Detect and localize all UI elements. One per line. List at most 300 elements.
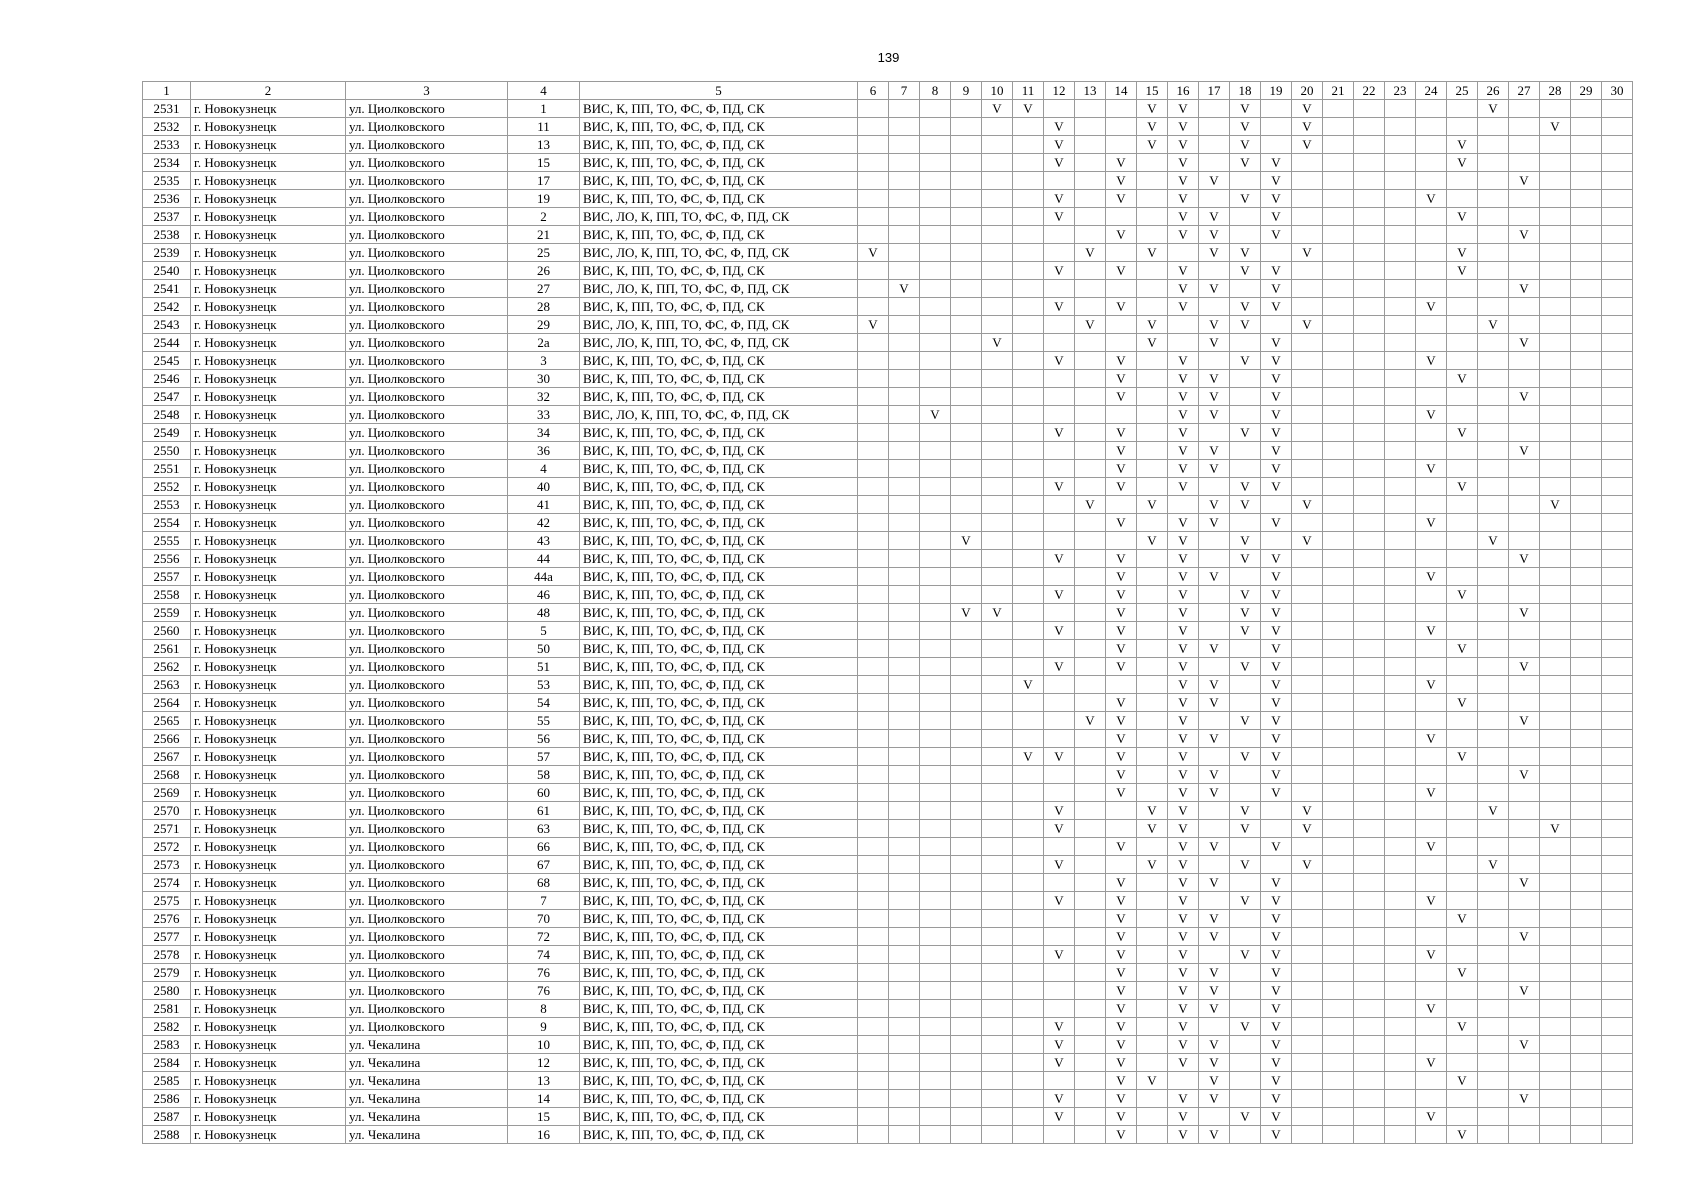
- empty-cell: [951, 856, 982, 874]
- check-mark: V: [1447, 910, 1478, 928]
- empty-cell: [1199, 1108, 1230, 1126]
- empty-cell: [1478, 280, 1509, 298]
- empty-cell: [1075, 1072, 1106, 1090]
- house-number-cell: 15: [508, 154, 580, 172]
- empty-cell: [1199, 352, 1230, 370]
- empty-cell: [1540, 856, 1571, 874]
- check-mark: V: [1106, 586, 1137, 604]
- check-mark: V: [1199, 208, 1230, 226]
- city-cell: г. Новокузнецк: [191, 910, 346, 928]
- check-mark: V: [1509, 928, 1540, 946]
- empty-cell: [858, 568, 889, 586]
- check-mark: V: [1168, 1090, 1199, 1108]
- empty-cell: [1354, 712, 1385, 730]
- empty-cell: [889, 460, 920, 478]
- empty-cell: [1354, 298, 1385, 316]
- empty-cell: [1416, 280, 1447, 298]
- check-mark: V: [1230, 316, 1261, 334]
- empty-cell: [889, 874, 920, 892]
- empty-cell: [1540, 136, 1571, 154]
- empty-cell: [1509, 136, 1540, 154]
- empty-cell: [1540, 352, 1571, 370]
- empty-cell: [889, 964, 920, 982]
- empty-cell: [889, 892, 920, 910]
- empty-cell: [1540, 676, 1571, 694]
- empty-cell: [1075, 910, 1106, 928]
- city-cell: г. Новокузнецк: [191, 946, 346, 964]
- empty-cell: [1292, 712, 1323, 730]
- empty-cell: [1416, 532, 1447, 550]
- empty-cell: [1571, 1126, 1602, 1144]
- empty-cell: [951, 766, 982, 784]
- empty-cell: [889, 838, 920, 856]
- empty-cell: [982, 586, 1013, 604]
- empty-cell: [1571, 100, 1602, 118]
- empty-cell: [1540, 190, 1571, 208]
- empty-cell: [1168, 334, 1199, 352]
- house-number-cell: 42: [508, 514, 580, 532]
- work-codes-cell: ВИС, К, ПП, ТО, ФС, Ф, ПД, СК: [580, 712, 858, 730]
- check-mark: V: [1261, 154, 1292, 172]
- empty-cell: [1075, 532, 1106, 550]
- empty-cell: [920, 388, 951, 406]
- column-header-13: 13: [1075, 82, 1106, 100]
- empty-cell: [1571, 910, 1602, 928]
- empty-cell: [1013, 316, 1044, 334]
- empty-cell: [920, 424, 951, 442]
- check-mark: V: [1044, 478, 1075, 496]
- check-mark: V: [1106, 910, 1137, 928]
- empty-cell: [1261, 244, 1292, 262]
- empty-cell: [1478, 460, 1509, 478]
- house-number-cell: 11: [508, 118, 580, 136]
- empty-cell: [951, 730, 982, 748]
- row-number: 2583: [143, 1036, 191, 1054]
- empty-cell: [1044, 514, 1075, 532]
- city-cell: г. Новокузнецк: [191, 478, 346, 496]
- empty-cell: [1354, 190, 1385, 208]
- empty-cell: [920, 820, 951, 838]
- empty-cell: [1292, 208, 1323, 226]
- empty-cell: [1385, 550, 1416, 568]
- empty-cell: [1230, 964, 1261, 982]
- city-cell: г. Новокузнецк: [191, 244, 346, 262]
- empty-cell: [1571, 370, 1602, 388]
- empty-cell: [1478, 352, 1509, 370]
- column-header-9: 9: [951, 82, 982, 100]
- empty-cell: [1137, 1126, 1168, 1144]
- check-mark: V: [982, 100, 1013, 118]
- street-cell: ул. Циолковского: [346, 172, 508, 190]
- check-mark: V: [1044, 856, 1075, 874]
- house-number-cell: 4: [508, 460, 580, 478]
- check-mark: V: [1230, 496, 1261, 514]
- empty-cell: [951, 1036, 982, 1054]
- check-mark: V: [1509, 604, 1540, 622]
- street-cell: ул. Циолковского: [346, 424, 508, 442]
- empty-cell: [1199, 604, 1230, 622]
- check-mark: V: [1199, 784, 1230, 802]
- city-cell: г. Новокузнецк: [191, 370, 346, 388]
- empty-cell: [951, 748, 982, 766]
- empty-cell: [1075, 298, 1106, 316]
- empty-cell: [889, 802, 920, 820]
- check-mark: V: [1137, 496, 1168, 514]
- empty-cell: [1478, 514, 1509, 532]
- check-mark: V: [1261, 298, 1292, 316]
- check-mark: V: [1106, 370, 1137, 388]
- empty-cell: [920, 982, 951, 1000]
- check-mark: V: [1168, 172, 1199, 190]
- empty-cell: [1075, 676, 1106, 694]
- empty-cell: [1602, 1108, 1633, 1126]
- empty-cell: [1323, 820, 1354, 838]
- check-mark: V: [1168, 784, 1199, 802]
- empty-cell: [1013, 1000, 1044, 1018]
- empty-cell: [1540, 874, 1571, 892]
- empty-cell: [1013, 190, 1044, 208]
- empty-cell: [1292, 1108, 1323, 1126]
- empty-cell: [1540, 586, 1571, 604]
- check-mark: V: [1168, 118, 1199, 136]
- empty-cell: [920, 622, 951, 640]
- check-mark: V: [1261, 424, 1292, 442]
- check-mark: V: [1168, 838, 1199, 856]
- empty-cell: [1137, 604, 1168, 622]
- house-number-cell: 29: [508, 316, 580, 334]
- work-codes-cell: ВИС, К, ПП, ТО, ФС, Ф, ПД, СК: [580, 370, 858, 388]
- work-codes-cell: ВИС, К, ПП, ТО, ФС, Ф, ПД, СК: [580, 874, 858, 892]
- empty-cell: [1075, 262, 1106, 280]
- house-number-cell: 53: [508, 676, 580, 694]
- check-mark: V: [1230, 424, 1261, 442]
- empty-cell: [1199, 712, 1230, 730]
- check-mark: V: [1416, 1054, 1447, 1072]
- check-mark: V: [1261, 1108, 1292, 1126]
- empty-cell: [1199, 622, 1230, 640]
- check-mark: V: [1261, 982, 1292, 1000]
- empty-cell: [982, 694, 1013, 712]
- empty-cell: [920, 730, 951, 748]
- work-codes-cell: ВИС, К, ПП, ТО, ФС, Ф, ПД, СК: [580, 658, 858, 676]
- empty-cell: [951, 964, 982, 982]
- empty-cell: [1478, 370, 1509, 388]
- check-mark: V: [920, 406, 951, 424]
- check-mark: V: [1168, 1054, 1199, 1072]
- check-mark: V: [1230, 802, 1261, 820]
- empty-cell: [951, 622, 982, 640]
- check-mark: V: [1168, 802, 1199, 820]
- table-row: [143, 1018, 1633, 1036]
- empty-cell: [1323, 100, 1354, 118]
- column-header-22: 22: [1354, 82, 1385, 100]
- empty-cell: [1571, 460, 1602, 478]
- street-cell: ул. Циолковского: [346, 1000, 508, 1018]
- empty-cell: [982, 136, 1013, 154]
- check-mark: V: [1168, 550, 1199, 568]
- empty-cell: [1509, 586, 1540, 604]
- empty-cell: [1478, 1036, 1509, 1054]
- empty-cell: [1075, 100, 1106, 118]
- empty-cell: [1478, 262, 1509, 280]
- empty-cell: [1385, 424, 1416, 442]
- empty-cell: [1013, 1108, 1044, 1126]
- check-mark: V: [1509, 982, 1540, 1000]
- street-cell: ул. Циолковского: [346, 784, 508, 802]
- empty-cell: [1323, 1054, 1354, 1072]
- empty-cell: [1292, 226, 1323, 244]
- empty-cell: [982, 1090, 1013, 1108]
- empty-cell: [982, 550, 1013, 568]
- empty-cell: [1075, 460, 1106, 478]
- empty-cell: [1385, 712, 1416, 730]
- street-cell: ул. Циолковского: [346, 838, 508, 856]
- empty-cell: [889, 370, 920, 388]
- empty-cell: [920, 676, 951, 694]
- empty-cell: [1447, 190, 1478, 208]
- table-row: [143, 1000, 1633, 1018]
- empty-cell: [982, 982, 1013, 1000]
- empty-cell: [1323, 190, 1354, 208]
- empty-cell: [1261, 856, 1292, 874]
- city-cell: г. Новокузнецк: [191, 802, 346, 820]
- empty-cell: [1044, 730, 1075, 748]
- work-codes-cell: ВИС, К, ПП, ТО, ФС, Ф, ПД, СК: [580, 586, 858, 604]
- check-mark: V: [1261, 676, 1292, 694]
- empty-cell: [1013, 298, 1044, 316]
- empty-cell: [1323, 406, 1354, 424]
- empty-cell: [1385, 622, 1416, 640]
- check-mark: V: [1199, 460, 1230, 478]
- check-mark: V: [1199, 244, 1230, 262]
- empty-cell: [1571, 748, 1602, 766]
- empty-cell: [1292, 604, 1323, 622]
- empty-cell: [1106, 820, 1137, 838]
- empty-cell: [889, 604, 920, 622]
- street-cell: ул. Циолковского: [346, 442, 508, 460]
- empty-cell: [1571, 1108, 1602, 1126]
- empty-cell: [920, 370, 951, 388]
- empty-cell: [1137, 460, 1168, 478]
- street-cell: ул. Чекалина: [346, 1090, 508, 1108]
- empty-cell: [920, 964, 951, 982]
- check-mark: V: [1199, 838, 1230, 856]
- empty-cell: [1385, 1090, 1416, 1108]
- row-number: 2558: [143, 586, 191, 604]
- empty-cell: [1323, 136, 1354, 154]
- empty-cell: [920, 280, 951, 298]
- check-mark: V: [1292, 802, 1323, 820]
- empty-cell: [1137, 982, 1168, 1000]
- empty-cell: [1602, 712, 1633, 730]
- empty-cell: [858, 928, 889, 946]
- empty-cell: [920, 1090, 951, 1108]
- check-mark: V: [1199, 766, 1230, 784]
- empty-cell: [1137, 424, 1168, 442]
- empty-cell: [1540, 694, 1571, 712]
- check-mark: V: [1106, 262, 1137, 280]
- empty-cell: [920, 712, 951, 730]
- empty-cell: [1571, 1054, 1602, 1072]
- empty-cell: [1447, 550, 1478, 568]
- check-mark: V: [1261, 784, 1292, 802]
- house-number-cell: 21: [508, 226, 580, 244]
- empty-cell: [1602, 388, 1633, 406]
- empty-cell: [1602, 334, 1633, 352]
- row-number: 2585: [143, 1072, 191, 1090]
- empty-cell: [1416, 550, 1447, 568]
- empty-cell: [1075, 658, 1106, 676]
- empty-cell: [1385, 388, 1416, 406]
- empty-cell: [858, 190, 889, 208]
- empty-cell: [1261, 802, 1292, 820]
- row-number: 2552: [143, 478, 191, 496]
- work-codes-cell: ВИС, К, ПП, ТО, ФС, Ф, ПД, СК: [580, 298, 858, 316]
- street-cell: ул. Циолковского: [346, 262, 508, 280]
- empty-cell: [1478, 424, 1509, 442]
- empty-cell: [1540, 622, 1571, 640]
- empty-cell: [1540, 658, 1571, 676]
- empty-cell: [1354, 1054, 1385, 1072]
- house-number-cell: 43: [508, 532, 580, 550]
- empty-cell: [920, 118, 951, 136]
- house-number-cell: 55: [508, 712, 580, 730]
- empty-cell: [889, 406, 920, 424]
- check-mark: V: [1199, 730, 1230, 748]
- table-row: [143, 820, 1633, 838]
- check-mark: V: [1292, 496, 1323, 514]
- empty-cell: [1385, 820, 1416, 838]
- empty-cell: [1354, 514, 1385, 532]
- city-cell: г. Новокузнецк: [191, 766, 346, 784]
- empty-cell: [1385, 766, 1416, 784]
- check-mark: V: [1199, 910, 1230, 928]
- empty-cell: [1571, 676, 1602, 694]
- table-row: [143, 928, 1633, 946]
- empty-cell: [1416, 316, 1447, 334]
- empty-cell: [1509, 820, 1540, 838]
- empty-cell: [1075, 154, 1106, 172]
- empty-cell: [1385, 280, 1416, 298]
- check-mark: V: [1106, 622, 1137, 640]
- city-cell: г. Новокузнецк: [191, 838, 346, 856]
- street-cell: ул. Циолковского: [346, 946, 508, 964]
- check-mark: V: [1509, 712, 1540, 730]
- check-mark: V: [1168, 928, 1199, 946]
- empty-cell: [951, 694, 982, 712]
- empty-cell: [889, 442, 920, 460]
- check-mark: V: [1013, 676, 1044, 694]
- check-mark: V: [1168, 766, 1199, 784]
- empty-cell: [1447, 802, 1478, 820]
- empty-cell: [1540, 262, 1571, 280]
- empty-cell: [1354, 1108, 1385, 1126]
- empty-cell: [858, 208, 889, 226]
- empty-cell: [920, 874, 951, 892]
- check-mark: V: [1137, 118, 1168, 136]
- check-mark: V: [1509, 658, 1540, 676]
- empty-cell: [1354, 262, 1385, 280]
- empty-cell: [982, 352, 1013, 370]
- table-row: [143, 694, 1633, 712]
- check-mark: V: [1261, 1000, 1292, 1018]
- empty-cell: [1044, 604, 1075, 622]
- empty-cell: [1230, 442, 1261, 460]
- check-mark: V: [1261, 334, 1292, 352]
- empty-cell: [1292, 838, 1323, 856]
- empty-cell: [1385, 496, 1416, 514]
- empty-cell: [1044, 874, 1075, 892]
- table-row: [143, 406, 1633, 424]
- empty-cell: [1075, 1000, 1106, 1018]
- empty-cell: [920, 496, 951, 514]
- check-mark: V: [1261, 964, 1292, 982]
- empty-cell: [1509, 514, 1540, 532]
- empty-cell: [889, 316, 920, 334]
- empty-cell: [1509, 1000, 1540, 1018]
- empty-cell: [1292, 406, 1323, 424]
- empty-cell: [951, 1126, 982, 1144]
- check-mark: V: [1137, 334, 1168, 352]
- check-mark: V: [1199, 928, 1230, 946]
- table-row: [143, 118, 1633, 136]
- empty-cell: [982, 478, 1013, 496]
- house-number-cell: 7: [508, 892, 580, 910]
- empty-cell: [889, 1126, 920, 1144]
- empty-cell: [920, 550, 951, 568]
- table-row: [143, 1036, 1633, 1054]
- empty-cell: [1571, 352, 1602, 370]
- empty-cell: [1261, 118, 1292, 136]
- empty-cell: [1354, 964, 1385, 982]
- empty-cell: [1044, 532, 1075, 550]
- empty-cell: [1540, 1054, 1571, 1072]
- column-header-6: 6: [858, 82, 889, 100]
- empty-cell: [1354, 1072, 1385, 1090]
- empty-cell: [1447, 658, 1478, 676]
- empty-cell: [1447, 118, 1478, 136]
- empty-cell: [1230, 208, 1261, 226]
- empty-cell: [1044, 964, 1075, 982]
- empty-cell: [1292, 1018, 1323, 1036]
- empty-cell: [858, 964, 889, 982]
- empty-cell: [1447, 1036, 1478, 1054]
- column-header-23: 23: [1385, 82, 1416, 100]
- work-codes-cell: ВИС, ЛО, К, ПП, ТО, ФС, Ф, ПД, СК: [580, 280, 858, 298]
- empty-cell: [1354, 946, 1385, 964]
- empty-cell: [1385, 532, 1416, 550]
- empty-cell: [1540, 460, 1571, 478]
- house-number-cell: 60: [508, 784, 580, 802]
- empty-cell: [1509, 100, 1540, 118]
- street-cell: ул. Циолковского: [346, 982, 508, 1000]
- empty-cell: [1354, 478, 1385, 496]
- empty-cell: [1540, 478, 1571, 496]
- empty-cell: [1602, 622, 1633, 640]
- empty-cell: [1385, 802, 1416, 820]
- house-number-cell: 58: [508, 766, 580, 784]
- empty-cell: [1571, 244, 1602, 262]
- empty-cell: [1385, 784, 1416, 802]
- empty-cell: [1013, 154, 1044, 172]
- empty-cell: [1385, 154, 1416, 172]
- empty-cell: [1602, 262, 1633, 280]
- empty-cell: [1013, 1036, 1044, 1054]
- empty-cell: [1385, 316, 1416, 334]
- check-mark: V: [1199, 1072, 1230, 1090]
- check-mark: V: [1230, 856, 1261, 874]
- check-mark: V: [1416, 784, 1447, 802]
